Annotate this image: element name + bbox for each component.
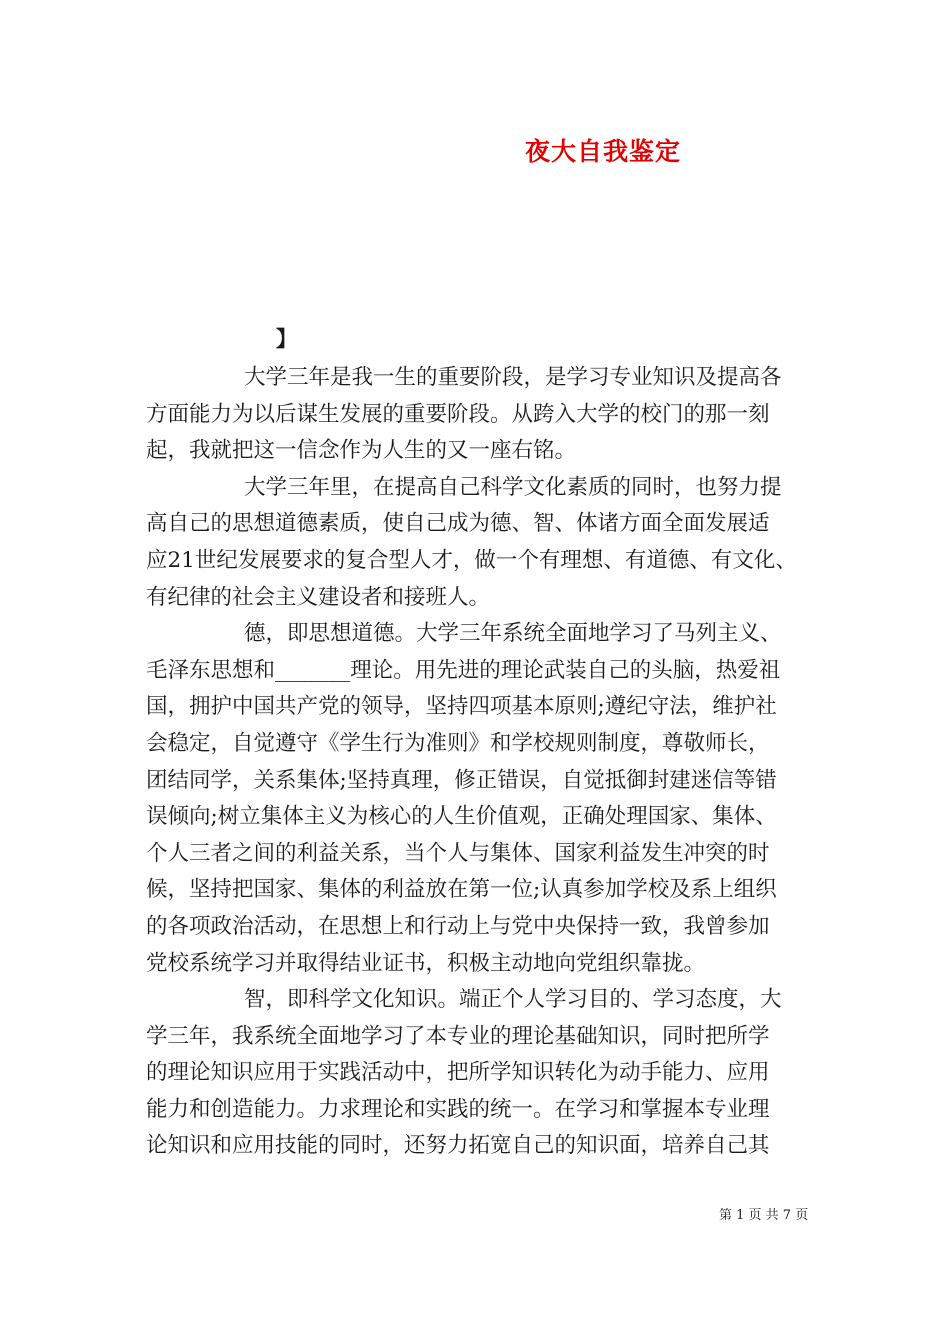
paragraph — [146, 360, 826, 470]
text-line: 会稳定，自觉遵守《学生行为准则》和学校规则制度，尊敬师长， — [146, 730, 770, 756]
text-line: 学三年，我系统全面地学习了本专业的理论基础知识，同时把所学 — [146, 1023, 770, 1049]
text-line: 起，我就把这一信念作为人生的又一座右铭。 — [146, 438, 577, 464]
text-line: 论知识和应用技能的同时，还努力拓宽自己的知识面，培养自己其 — [146, 1133, 770, 1159]
text-line: 个人三者之间的利益关系，当个人与集体、国家利益发生冲突的时 — [146, 840, 770, 866]
text-line: 有纪律的社会主义建设者和接班人。 — [146, 584, 491, 610]
text-line: 党校系统学习并取得结业证书，积极主动地向党组织靠拢。 — [146, 950, 706, 976]
document-title: 夜大自我鉴定 — [525, 137, 682, 166]
text-line: 能力和创造能力。力求理论和实践的统一。在学习和掌握本专业理 — [146, 1096, 770, 1122]
text-line: 高自己的思想道德素质，使自己成为德、智、体诸方面全面发展适 — [146, 511, 770, 537]
text-line: 方面能力为以后谋生发展的重要阶段。从跨入大学的校门的那一刻 — [146, 401, 770, 427]
document-body — [146, 360, 826, 1165]
paragraph — [146, 470, 826, 616]
paragraph — [146, 616, 826, 982]
text-line: 的各项政治活动，在思想上和行动上与党中央保持一致，我曾参加 — [146, 913, 770, 939]
bracket-mark: 】 — [276, 326, 297, 351]
text-line: 智，即科学文化知识。端正个人学习目的、学习态度，大 — [244, 987, 782, 1013]
text-line: 误倾向;树立集体主义为核心的人生价值观，正确处理国家、集体、 — [146, 804, 777, 830]
text-line: 德，即思想道德。大学三年系统全面地学习了马列主义、 — [244, 621, 782, 647]
text-line: 大学三年里，在提高自己科学文化素质的同时，也努力提 — [244, 474, 782, 500]
text-line: 大学三年是我一生的重要阶段，是学习专业知识及提高各 — [244, 365, 782, 390]
text-line: 应21世纪发展要求的复合型人才，做一个有理想、有道德、有文化、 — [146, 547, 797, 573]
text-line: 毛泽东思想和_______理论。用先进的理论武装自己的头脑，热爱祖 — [146, 657, 781, 683]
page-number-footer: 第 1 页 共 7 页 — [719, 1208, 809, 1223]
text-line: 国，拥护中国共产党的领导，坚持四项基本原则;遵纪守法，维护社 — [146, 694, 777, 720]
text-line: 的理论知识应用于实践活动中，把所学知识转化为动手能力、应用 — [146, 1060, 770, 1086]
text-line: 候，坚持把国家、集体的利益放在第一位;认真参加学校及系上组织 — [146, 877, 777, 903]
paragraph — [146, 982, 826, 1165]
text-line: 团结同学，关系集体;坚持真理，修正错误，自觉抵御封建迷信等错 — [146, 767, 777, 793]
